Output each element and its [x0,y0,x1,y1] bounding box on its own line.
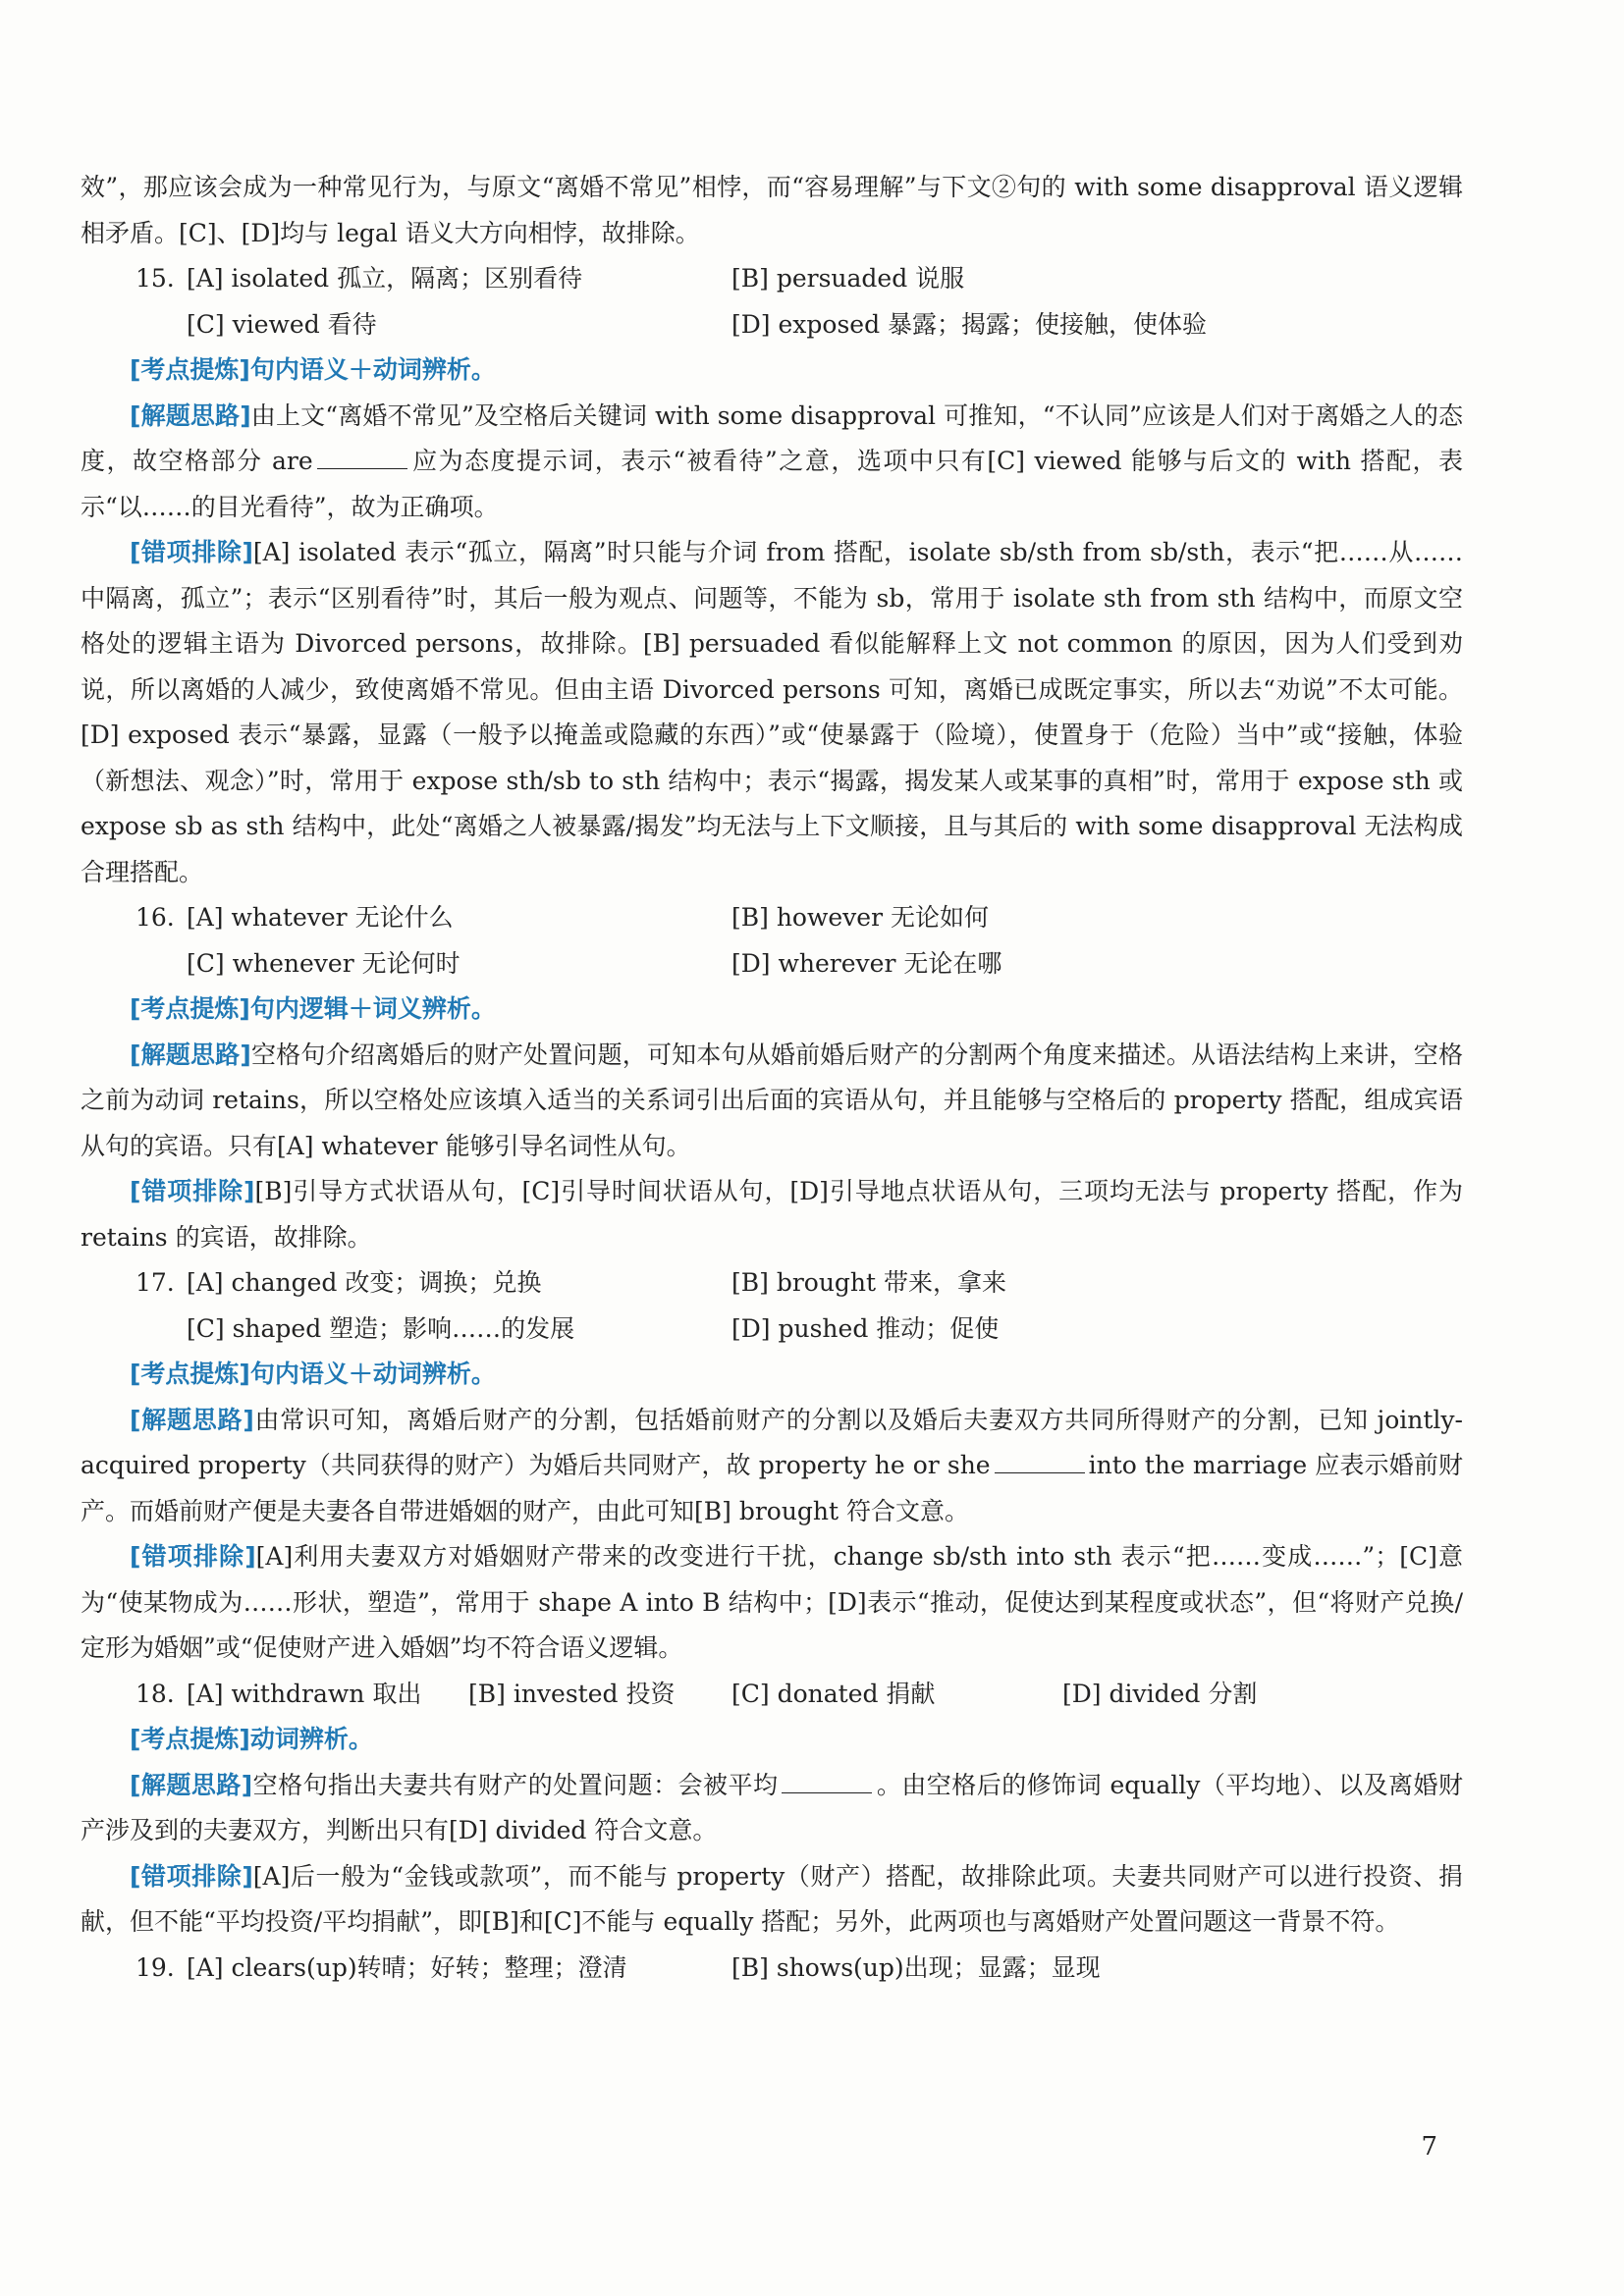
option-d: [D] exposed 暴露；揭露；使接触，使体验 [731,309,1208,339]
solution-text: 空格句介绍离婚后的财产处置问题，可知本句从婚前婚后财产的分割两个角度来描述。从语法结构上来讲，空格之前为动词 retains，所以空格处应该填入适当的关系词引出后面的宾语从句，并且能够与空格后的 property 搭配，组成宾语从句的宾语。只有[A] whatever 能够引导名词性从句。 [81,1040,1463,1160]
solution-tag: [解题思路] [130,1405,254,1434]
answer-blank [995,1447,1085,1473]
option-c: [C] donated 捐献 [731,1679,936,1708]
option-d: [D] pushed 推动；促使 [731,1313,1000,1343]
solution-tag: [解题思路] [130,1040,251,1069]
q17-options-row2 [81,1307,1463,1353]
option-b: [B] however 无论如何 [731,903,989,932]
option-d: [D] wherever 无论在哪 [731,948,1002,978]
key-point-text: 句内语义＋动词辨析。 [249,355,496,384]
page-number: 7 [1421,2132,1437,2162]
wrong-options-tag: [错项排除] [130,1861,253,1891]
q16-wrong-options [81,1169,1463,1260]
question-number: 17. [135,1268,175,1297]
main-content [81,165,1463,1991]
wrong-options-tag: [错项排除] [130,538,253,566]
q16-solution [81,1033,1463,1170]
q15-options-row1 [81,256,1463,302]
question-number: 16. [135,903,175,932]
key-point-tag: [考点提炼] [130,1360,250,1388]
q19-options-row1 [81,1946,1463,1992]
option-a: [A] changed 改变；调换；兑换 [187,1268,542,1297]
solution-text-2: into the marriage 应表示婚前财产。而婚前财产便是夫妻各自带进婚姻的财产，由此可知[B] brought 符合文意。 [81,1451,1463,1525]
key-point-text: 动词辨析。 [249,1725,373,1753]
option-b: [B] brought 带来，拿来 [731,1268,1007,1297]
q17-options-row1 [81,1260,1463,1307]
q17-key-point [81,1352,1463,1398]
wrong-options-text: [B]引导方式状语从句，[C]引导时间状语从句，[D]引导地点状语从句，三项均无法与 property 搭配，作为 retains 的宾语，故排除。 [81,1177,1463,1252]
solution-tag: [解题思路] [130,400,251,430]
option-c: [C] whenever 无论何时 [187,948,460,978]
q17-wrong-options [81,1534,1463,1672]
question-number: 19. [135,1952,175,1982]
wrong-options-text: [A] isolated 表示“孤立，隔离”时只能与介词 from 搭配，isolate sb/sth from sb/sth，表示“把……从……中隔离，孤立”；表示“区别看待”时，其后一般为观点、问题等，不能为 sb，常用于 isolate sth from sth 结构中，而原文空格处的逻辑主语为 Divorced persons，故排除。[B] persuaded 看似能解释上文 not common 的原因，因为人们受到劝说，所以离婚的人减少，致使离婚不常见。但由主语 Divorced persons 可知，离婚已成既定事实，所以去“劝说”不太可能。[D] exposed 表示“暴露，显露（一般予以掩盖或隐藏的东西）”或“使暴露于（险境），使置身于（危险）当中”或“接触，体验（新想法、观念）”时，常用于 expose sth/sb to sth 结构中；表示“揭露，揭发某人或某事的真相”时，常用于 expose sth 或 expose sb as sth 结构中，此处“离婚之人被暴露/揭发”均无法与上下文顺接，且与其后的 with some disapproval 无法构成合理搭配。 [81,538,1463,886]
solution-text-2: 。由空格后的修饰词 equally（平均地）、以及离婚财产涉及到的夫妻双方，判断出只有[D] divided 符合文意。 [81,1770,1463,1844]
solution-text-2: 应为态度提示词，表示“被看待”之意，选项中只有[C] viewed 能够与后文的 with 搭配，表示“以……的目光看待”，故为正确项。 [81,447,1464,521]
option-a: [A] isolated 孤立，隔离；区别看待 [187,264,583,293]
option-d: [D] divided 分割 [1062,1679,1258,1708]
q16-key-point [81,987,1463,1033]
q18-options-row [81,1672,1463,1718]
solution-tag: [解题思路] [130,1770,253,1799]
q17-solution [81,1398,1463,1535]
q15-options-row2 [81,302,1463,348]
option-a: [A] whatever 无论什么 [187,903,454,932]
option-a: [A] clears(up)转晴；好转；整理；澄清 [187,1952,627,1982]
key-point-tag: [考点提炼] [130,1725,250,1753]
q15-solution [81,394,1463,531]
q15-key-point [81,347,1463,394]
solution-text-1: 空格句指出夫妻共有财产的处置问题：会被平均 [252,1770,779,1799]
wrong-options-tag: [错项排除] [130,1177,255,1205]
option-b: [B] invested 投资 [468,1679,676,1708]
question-number: 18. [135,1679,175,1708]
answer-blank [317,443,407,469]
key-point-tag: [考点提炼] [130,994,250,1023]
wrong-options-text: [A]后一般为“金钱或款项”，而不能与 property（财产）搭配，故排除此项。夫妻共同财产可以进行投资、捐献，但不能“平均投资/平均捐献”，即[B]和[C]不能与 equally 搭配；另外，此两项也与离婚财产处置问题这一背景不符。 [81,1861,1464,1936]
key-point-tag: [考点提炼] [130,355,250,384]
option-c: [C] viewed 看待 [187,309,377,339]
wrong-options-text: [A]利用夫妻双方对婚姻财产带来的改变进行干扰，change sb/sth into sth 表示“把……变成……”；[C]意为“使某物成为……形状，塑造”，常用于 shape A into B 结构中；[D]表示“推动，促使达到某程度或状态”，但“将财产兑换/定形为婚姻”或“促使财产进入婚姻”均不符合语义逻辑。 [81,1542,1464,1662]
option-b: [B] persuaded 说服 [731,264,965,293]
q18-wrong-options [81,1854,1463,1946]
q16-options-row2 [81,941,1463,988]
q15-wrong-options [81,530,1463,895]
key-point-text: 句内逻辑＋词义辨析。 [249,994,496,1023]
key-point-text: 句内语义＋动词辨析。 [249,1360,496,1388]
wrong-options-tag: [错项排除] [130,1542,256,1571]
q16-options-row1 [81,895,1463,941]
option-c: [C] shaped 塑造；影响……的发展 [187,1313,575,1343]
solution-text-1: 由上文“离婚不常见”及空格后关键词 with some disapproval 可推知，“不认同”应该是人们对于离婚之人的态度，故空格部分 are [81,400,1463,475]
question-number: 15. [135,264,175,293]
solution-text-1: 由常识可知，离婚后财产的分割，包括婚前财产的分割以及婚后夫妻双方共同所得财产的分割，已知 jointly-acquired property（共同获得的财产）为婚后共同财产，故 property he or she [81,1405,1463,1479]
q18-key-point [81,1717,1463,1763]
option-a: [A] withdrawn 取出 [187,1679,422,1708]
option-b: [B] shows(up)出现；显露；显现 [731,1952,1101,1982]
answer-blank [782,1767,872,1793]
q18-solution [81,1763,1463,1854]
intro-paragraph: 效”，那应该会成为一种常见行为，与原文“离婚不常见”相悖，而“容易理解”与下文②句的 with some disapproval 语义逻辑相矛盾。[C]、[D]均与 legal 语义大方向相悖，故排除。 [81,173,1463,247]
